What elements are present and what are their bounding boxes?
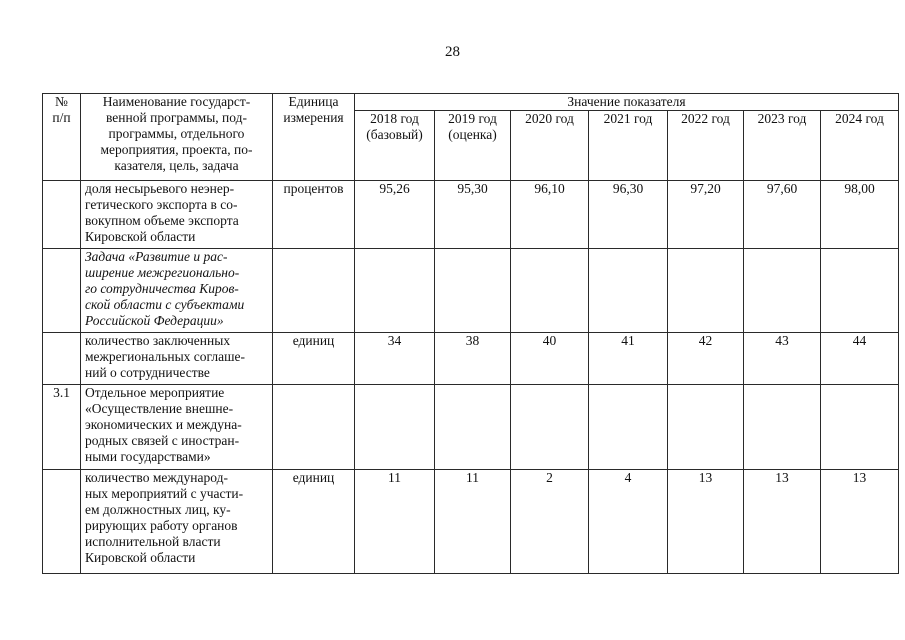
row-name: доля несырьевого неэнер- гетического экспорта в со- вокупном объеме экспорта Кировской области: [81, 181, 273, 249]
row-value: 42: [668, 333, 744, 385]
row-value: [821, 385, 899, 470]
row-value: 11: [435, 470, 511, 574]
row-value: [435, 385, 511, 470]
row-number: [43, 249, 81, 333]
row-value: 98,00: [821, 181, 899, 249]
row-value: [668, 249, 744, 333]
row-unit: [273, 385, 355, 470]
row-number: [43, 470, 81, 574]
indicators-table: [42, 93, 899, 574]
row-value: 13: [668, 470, 744, 574]
row-value: 2: [511, 470, 589, 574]
header-unit: Единица измерения: [273, 94, 355, 181]
header-year: 2023 год: [744, 111, 821, 181]
table-body: [43, 94, 899, 574]
row-name: Отдельное мероприятие «Осуществление внешне- экономических и междуна- родных связей с иностран- ными государствами»: [81, 385, 273, 470]
row-unit: [273, 249, 355, 333]
header-year: 2021 год: [589, 111, 668, 181]
row-unit: процентов: [273, 181, 355, 249]
row-value: [668, 385, 744, 470]
row-number: [43, 181, 81, 249]
row-value: 96,30: [589, 181, 668, 249]
row-value: [821, 249, 899, 333]
header-year: 2019 год (оценка): [435, 111, 511, 181]
row-value: [511, 385, 589, 470]
header-year: 2018 год (базовый): [355, 111, 435, 181]
header-year: 2022 год: [668, 111, 744, 181]
row-value: [355, 385, 435, 470]
row-value: 44: [821, 333, 899, 385]
row-name: количество заключенных межрегиональных соглаше- ний о сотрудничестве: [81, 333, 273, 385]
table-row: [43, 181, 899, 249]
row-value: [511, 249, 589, 333]
row-value: 38: [435, 333, 511, 385]
header-row: [43, 94, 899, 111]
table-row: [43, 333, 899, 385]
row-value: 41: [589, 333, 668, 385]
page-number: 28: [445, 44, 460, 60]
row-number: [43, 333, 81, 385]
row-value: 96,10: [511, 181, 589, 249]
row-value: [355, 249, 435, 333]
row-value: 97,60: [744, 181, 821, 249]
row-value: [589, 249, 668, 333]
row-value: 97,20: [668, 181, 744, 249]
row-value: 34: [355, 333, 435, 385]
header-year: 2020 год: [511, 111, 589, 181]
header-year: 2024 год: [821, 111, 899, 181]
table-row: [43, 249, 899, 333]
row-value: 40: [511, 333, 589, 385]
row-value: 13: [821, 470, 899, 574]
row-unit: единиц: [273, 333, 355, 385]
row-value: [435, 249, 511, 333]
row-unit: единиц: [273, 470, 355, 574]
header-num: № п/п: [43, 94, 81, 181]
row-value: 43: [744, 333, 821, 385]
row-value: [589, 385, 668, 470]
row-number: 3.1: [43, 385, 81, 470]
row-value: [744, 249, 821, 333]
row-value: 95,26: [355, 181, 435, 249]
row-value: 11: [355, 470, 435, 574]
row-value: [744, 385, 821, 470]
row-value: 4: [589, 470, 668, 574]
row-name: Задача «Развитие и рас- ширение межрегионально- го сотрудничества Киров- ской области с субъектами Российской Федерации»: [81, 249, 273, 333]
table-row: [43, 385, 899, 470]
row-value: 95,30: [435, 181, 511, 249]
header-name: Наименование государст- венной программы, под- программы, отдельного мероприятия, проекта, по- казателя, цель, задача: [81, 94, 273, 181]
header-values-group: Значение показателя: [355, 94, 899, 111]
table-row: [43, 470, 899, 574]
row-value: 13: [744, 470, 821, 574]
row-name: количество международ- ных мероприятий с участи- ем должностных лиц, ку- рирующих работу органов исполнительной власти Кировской области: [81, 470, 273, 574]
